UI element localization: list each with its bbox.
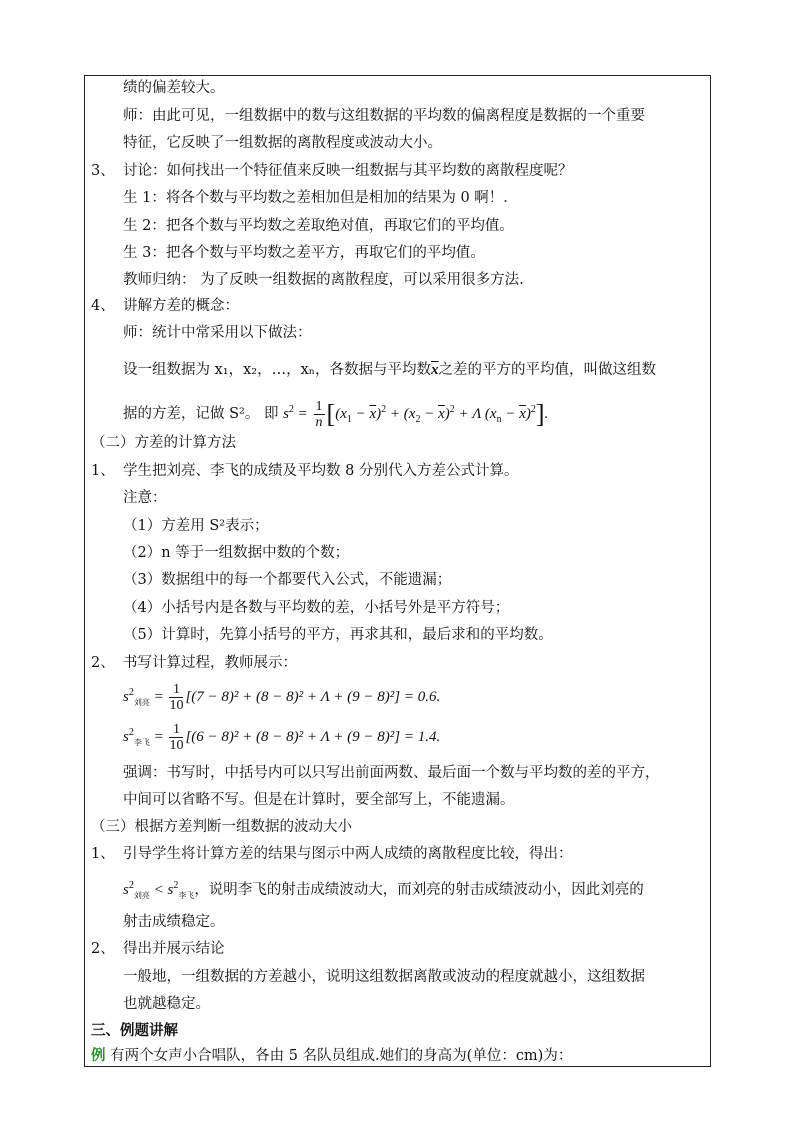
text-line: （4）小括号内是各数与平均数的差，小括号外是平方符号；	[123, 600, 510, 616]
text-line: 学生把刘亮、李飞的成绩及平均数 8 分别代入方差公式计算。	[123, 463, 519, 479]
list-item	[91, 461, 518, 481]
comparison-line: $s^2_{刘亮} < s^2_{李飞}$，说明李飞的射击成绩波动大，而刘亮的射击成绩波动小，因此刘亮的	[123, 880, 644, 900]
text-line: 得出并展示结论	[123, 941, 225, 957]
text-line: （1）方差用 S²表示；	[123, 518, 269, 534]
mean-symbol: $\overline{x}$	[431, 362, 439, 378]
text-line: 也就越稳定。	[123, 996, 210, 1012]
section-heading: （二）方差的计算方法	[91, 435, 236, 451]
variance-formula: $s^2$ = $\frac{1}{n}$ [$(x_1 - \overline{x})^2 + (x_2 - \overline{x})^2 + \Lambda$ $(x_n - \overline{x})^2$].	[283, 399, 549, 431]
equation-lifei: $s^2_{李飞}$ = $\frac{1}{10}$ [(6 − 8)² + (8 − 8)² + Λ + (9 − 8)²] = 1.4.	[123, 722, 441, 754]
text-line: 讲解方差的概念：	[123, 298, 239, 314]
list-item	[91, 653, 297, 673]
text-line: 特征，它反映了一组数据的离散程度或波动大小。	[123, 135, 442, 151]
example-line: 例 有两个女声小合唱队，各由 5 名队员组成.她们的身高为(单位：cm)为：	[91, 1047, 573, 1064]
text-line: （5）计算时，先算小括号的平方，再求其和，最后求和的平均数。	[123, 627, 553, 643]
item-number: 4、	[91, 298, 115, 314]
text-line: （3）数据组中的每一个都要代入公式，不能遗漏；	[123, 572, 452, 588]
variance-comparison: $s^2_{刘亮} < s^2_{李飞}$	[123, 880, 195, 900]
text-line: 一般地，一组数据的方差越小，说明这组数据离散或波动的程度就越小，这组数据	[123, 969, 645, 985]
text-line: 设一组数据为 x₁，x₂，…，xₙ，各数据与平均数$\overline{x}$之差的平方的平均值，叫做这组数	[123, 362, 657, 378]
text-line: 生 2：把各个数与平均数之差取绝对值，再取它们的平均值。	[123, 218, 514, 234]
text-line: 书写计算过程，教师展示：	[123, 655, 297, 671]
item-number: 3、	[91, 163, 115, 179]
list-item	[91, 844, 573, 864]
text-line: 强调：书写时，中括号内可以只写出前面两数、最后面一个数与平均数的差的平方，	[123, 765, 660, 781]
item-number: 2、	[91, 941, 115, 957]
section-heading: 三、例题讲解	[91, 1022, 178, 1039]
example-label: 例	[91, 1047, 106, 1064]
text-line: 师：统计中常采用以下做法：	[123, 325, 312, 341]
text-line: （2）n 等于一组数据中数的个数；	[123, 545, 350, 561]
list-item	[91, 161, 573, 181]
item-number: 2、	[91, 655, 115, 671]
text-line: 教师归纳： 为了反映一组数据的离散程度，可以采用很多方法.	[123, 272, 524, 288]
text-line: 中间可以省略不写。但是在计算时，要全部写上，不能遗漏。	[123, 792, 515, 808]
text-line: 射击成绩稳定。	[123, 914, 225, 930]
text-line: 引导学生将计算方差的结果与图示中两人成绩的离散程度比较，得出：	[123, 846, 573, 862]
variance-formula-line: 据的方差，记做 S²。 即 $s^2$ = $\frac{1}{n}$ [$(x_1 - \overline{x})^2 + (x_2 - \overline{x})^2 + \Lambda$ $(x_n - \overline{x})^2$].	[123, 399, 549, 431]
content-frame	[84, 75, 711, 1067]
text-line: 师：由此可见，一组数据中的数与这组数据的平均数的偏离程度是数据的一个重要	[123, 108, 645, 124]
section-heading: （三）根据方差判断一组数据的波动大小	[91, 819, 352, 835]
text-line: 绩的偏差较大。	[123, 80, 225, 96]
list-item	[91, 939, 225, 959]
text-line: 生 1：将各个数与平均数之差相加但是相加的结果为 0 啊！．	[123, 190, 518, 206]
text-line: 讨论：如何找出一个特征值来反映一组数据与其平均数的离散程度呢？	[123, 163, 573, 179]
text-line: 注意：	[123, 490, 167, 506]
item-number: 1、	[91, 463, 115, 479]
item-number: 1、	[91, 846, 115, 862]
equation-liuliang: $s^2_{刘亮}$ = $\frac{1}{10}$ [(7 − 8)² + (8 − 8)² + Λ + (9 − 8)²] = 0.6.	[123, 682, 441, 714]
list-item	[91, 296, 239, 316]
text-line: 生 3：把各个数与平均数之差平方，再取它们的平均值。	[123, 245, 485, 261]
